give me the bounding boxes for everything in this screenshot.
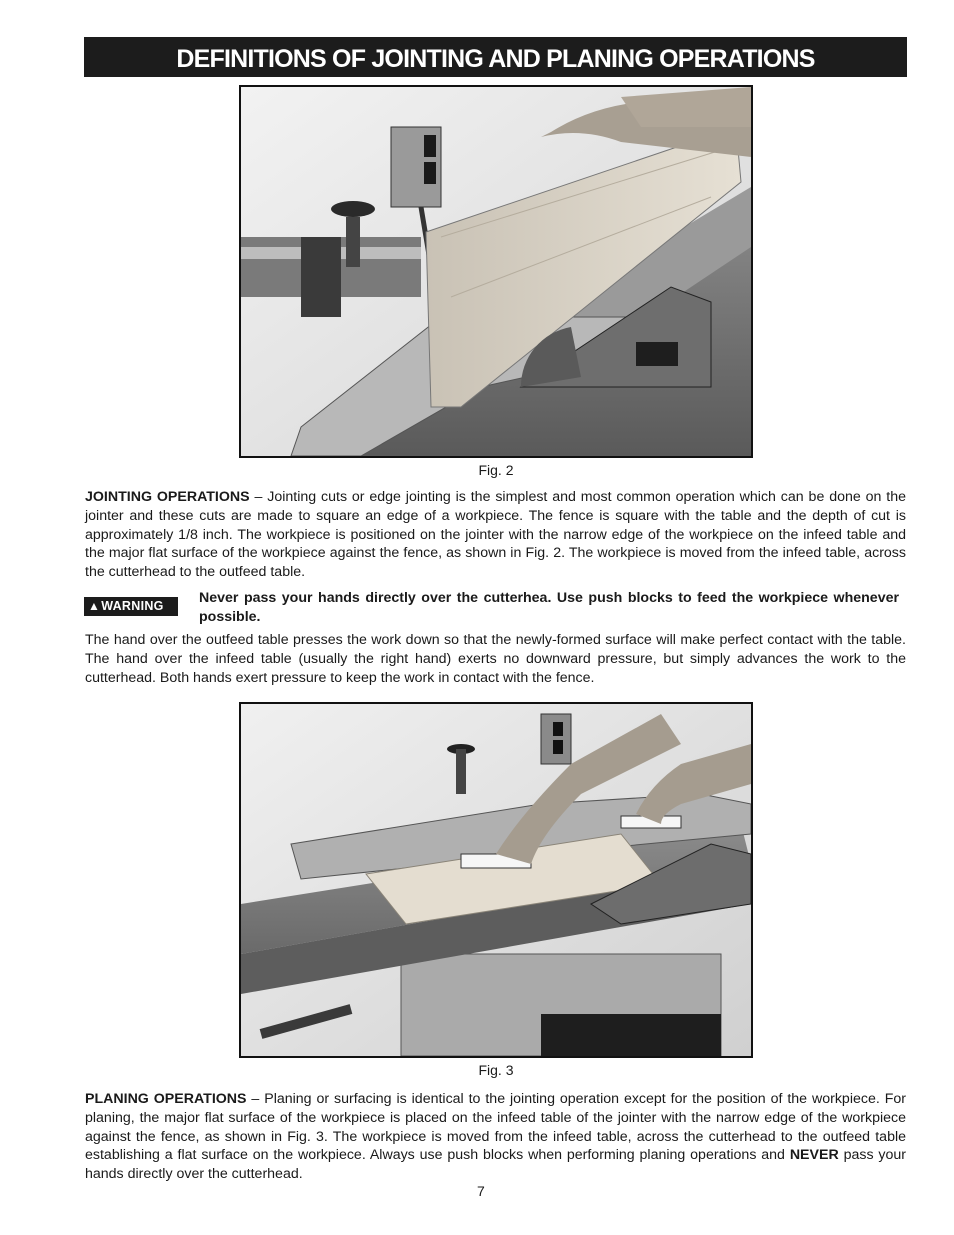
jointer-planing-illustration [241,704,751,1056]
planing-operations-paragraph [85,1090,906,1184]
page-number: 7 [477,1183,485,1199]
figure-3-caption: Fig. 3 [478,1062,514,1078]
figure-3-planing-photo [239,702,753,1058]
warning-badge-label: WARNING [101,599,164,613]
planing-emphasis-never: NEVER [789,1147,839,1164]
jointing-body: – Jointing cuts or edge jointing is the simplest and most common operation which can be done on the jointer and these cuts are made to square an edge of a workpiece. The fence is square with the table and the depth of cut is approximately 1/8 inch. The workpiece is positioned on the jointer with the narrow edge of the workpiece on the infeed table and the major flat surface of the workpiece against the fence, as shown in Fig. 2. The workpiece is moved from the infeed table, across the cutterhead to the outfeed table. [85,489,906,581]
jointing-heading: JOINTING OPERATIONS [85,489,250,505]
figure-2-caption: Fig. 2 [478,462,514,478]
planing-heading: PLANING OPERATIONS [85,1091,247,1107]
warning-text: Never pass your hands directly over the cutterhea. Use push blocks to feed the workpiece whenever possible. [199,590,899,625]
figure-2-jointing-photo [239,85,753,458]
planing-body-1: – Planing or surfacing is identical to the jointing operation except for the position of the workpiece. For planing, the major flat surface of the workpiece is placed on the infeed table of the jointer with the narrow edge of the workpiece against the fence, as shown in Fig. 3. The workpiece is moved from the infeed table, across the cutterhead to the outfeed table establishing a flat surface on the workpiece. Always use push blocks when performing planing operations and [85,1091,906,1164]
page-title: DEFINITIONS OF JOINTING AND PLANING OPERATIONS [84,37,907,77]
jointer-edge-jointing-illustration [241,87,751,456]
jointing-operations-paragraph [85,488,906,582]
planing-body-2: pass your hands directly over the cutterhead. [85,1147,906,1183]
warning-badge [84,597,178,616]
warning-triangle-icon: ▲ [88,599,101,613]
hand-placement-paragraph: The hand over the outfeed table presses the work down so that the newly-formed surface will make perfect contact with the table. The hand over the infeed table (usually the right hand) exerts no downward pressure, but simply advances the work to the cutterhead. Both hands exert pressure to keep the work in contact with the fence. [85,632,906,686]
